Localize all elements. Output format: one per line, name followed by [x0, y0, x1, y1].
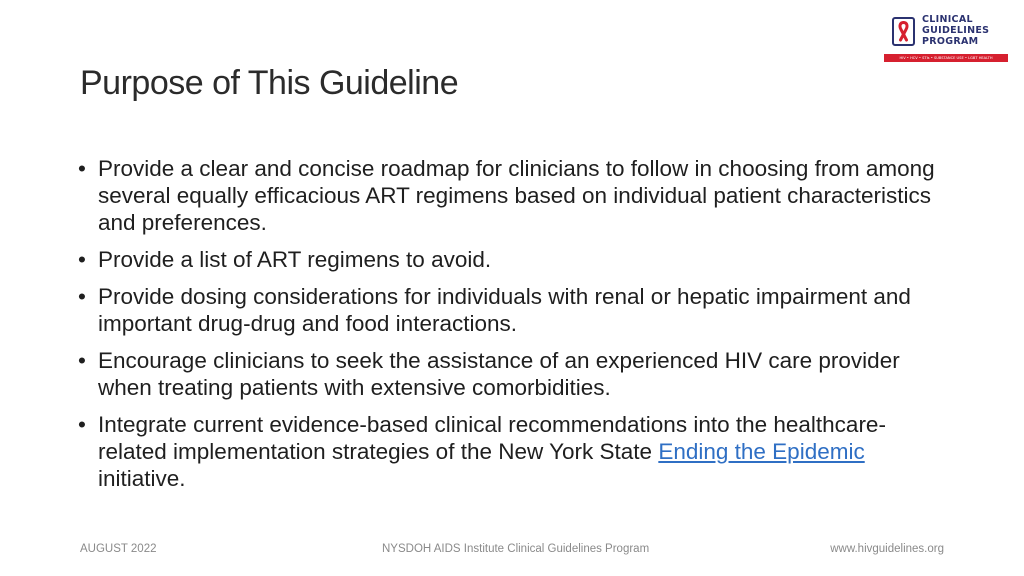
slide-title: Purpose of This Guideline — [80, 64, 459, 102]
logo-line-3: PROGRAM — [922, 36, 979, 47]
logo-tagline: HIV • HCV • STIs • SUBSTANCE USE • LGBT HEALTH — [884, 54, 1008, 62]
logo-line-1: CLINICAL — [922, 14, 973, 25]
logo-line-2: GUIDELINES — [922, 25, 990, 36]
logo-wordmark — [922, 14, 989, 47]
logo-frame — [892, 17, 915, 46]
bullet-item — [78, 411, 948, 492]
bullet-text: initiative. — [98, 466, 186, 491]
bullet-item: • Encourage clinicians to seek the assistance of an experienced HIV care provider when treating patients with extensive comorbidities. — [78, 347, 948, 401]
bullet-item: • Provide a list of ART regimens to avoid. — [78, 246, 948, 273]
ending-the-epidemic-link[interactable]: Ending the Epidemic — [658, 439, 865, 464]
program-logo — [884, 12, 1008, 64]
bullet-item: • Provide dosing considerations for individuals with renal or hepatic impairment and important drug-drug and food interactions. — [78, 283, 948, 337]
bullet-list — [78, 155, 948, 502]
bullet-text: Integrate current evidence-based clinical recommendations into the healthcare-related implementation strategies of the New York State — [98, 412, 886, 464]
red-ribbon-icon — [895, 21, 912, 43]
footer-date: AUGUST 2022 — [80, 543, 157, 555]
footer-website: www.hivguidelines.org — [830, 543, 944, 555]
bullet-item: • Provide a clear and concise roadmap for clinicians to follow in choosing from among several equally efficacious ART regimens based on individual patient characteristics and preferences. — [78, 155, 948, 236]
footer-program: NYSDOH AIDS Institute Clinical Guidelines Program — [382, 543, 650, 555]
